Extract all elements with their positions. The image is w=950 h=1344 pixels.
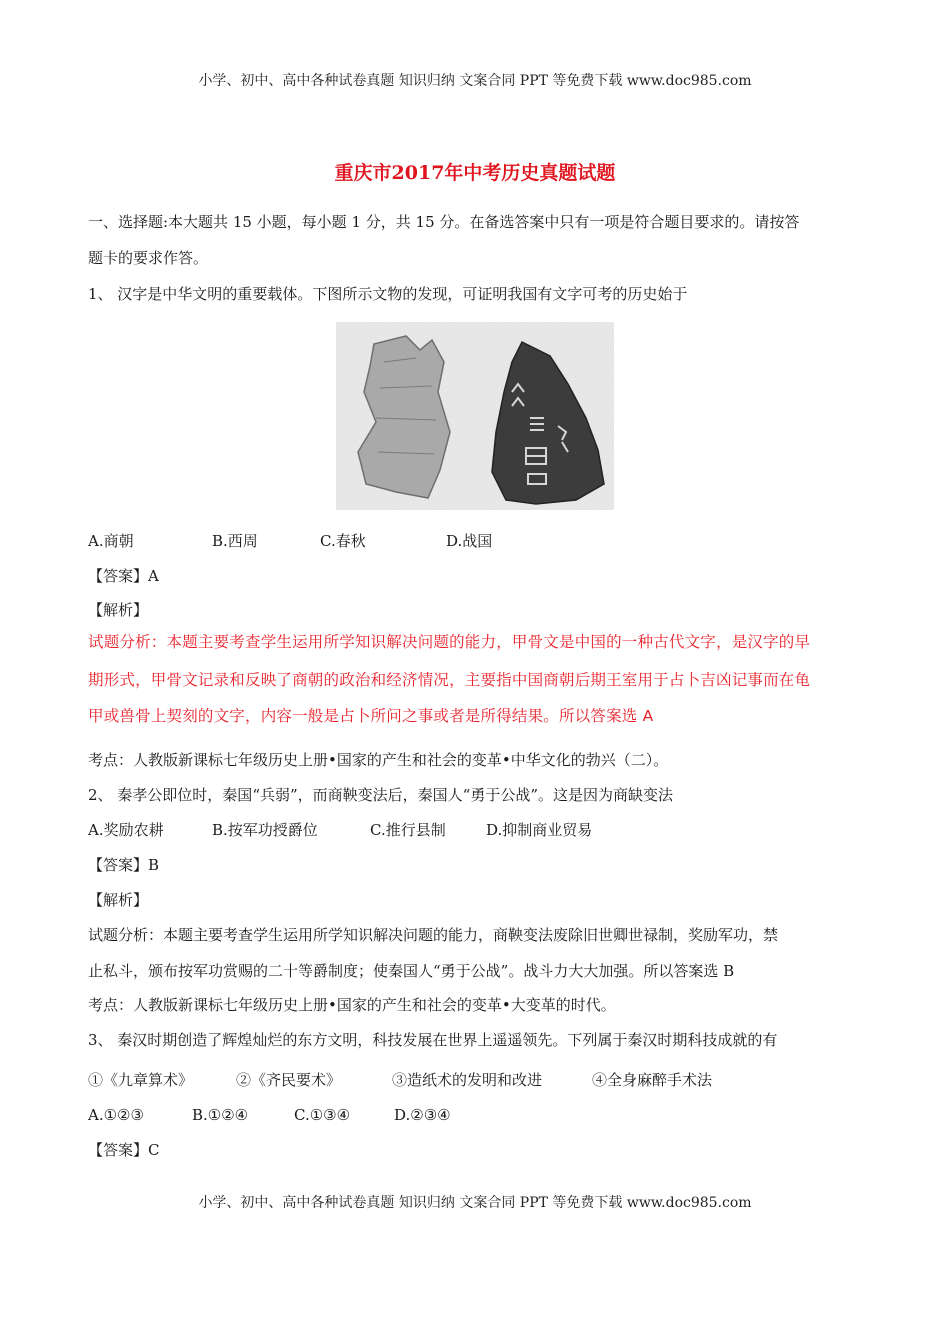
page-footer: 小学、初中、高中各种试卷真题 知识归纳 文案合同 PPT 等免费下载 www.doc985.com [198,1195,752,1211]
q2-option-a[interactable]: A.奖励农耕 [88,821,164,839]
q1-answer: 【答案】A [88,567,159,585]
q3-item-1: ①《九章算术》 [88,1071,194,1089]
q3-option-d[interactable]: D.②③④ [394,1106,451,1124]
q3-item-4: ④全身麻醉手术法 [592,1071,713,1089]
q3-option-c[interactable]: C.①③④ [294,1106,351,1124]
q1-option-c[interactable]: C.春秋 [320,532,366,550]
page-title: 重庆市2017年中考历史真题试题 [334,162,616,184]
q1-analysis-line-2: 期形式，甲骨文记录和反映了商朝的政治和经济情况，主要指中国商朝后期王室用于占卜吉凶记事而在龟 [88,671,811,689]
q1-options [88,531,492,551]
q1-analysis-line-1: 试题分析：本题主要考查学生运用所学知识解决问题的能力，甲骨文是中国的一种古代文字，是汉字的早 [88,633,811,651]
q3-option-a[interactable]: A.①②③ [88,1106,144,1124]
q2-option-b[interactable]: B.按军功授爵位 [212,821,318,839]
oracle-bone-image [336,322,614,510]
q3-item-3: ③造纸术的发明和改进 [392,1071,543,1089]
q2-option-d[interactable]: D.抑制商业贸易 [486,821,593,839]
section-intro-line-2: 题卡的要求作答。 [88,249,209,267]
q2-point: 考点：人教版新课标七年级历史上册•国家的产生和社会的变革•大变革的时代。 [88,996,616,1014]
q2-option-c[interactable]: C.推行县制 [370,821,446,839]
q2-analysis-line-2: 止私斗，颁布按军功赏赐的二十等爵制度；使秦国人“勇于公战”。战斗力大大加强。所以答案选 B [88,962,735,980]
page-header: 小学、初中、高中各种试卷真题 知识归纳 文案合同 PPT 等免费下载 www.doc985.com [198,73,752,89]
q2-analysis-label: 【解析】 [88,891,149,909]
q3-option-b[interactable]: B.①②④ [192,1106,249,1124]
q1-analysis-line-3: 甲或兽骨上契刻的文字，内容一般是占卜所问之事或者是所得结果。所以答案选 A [88,707,654,725]
q1-point: 考点：人教版新课标七年级历史上册•国家的产生和社会的变革•中华文化的勃兴（二）。 [88,751,669,769]
q3-items [88,1070,712,1090]
q3-answer: 【答案】C [88,1141,160,1159]
q1-analysis-label: 【解析】 [88,601,149,619]
q2-answer: 【答案】B [88,856,160,874]
section-intro-line-1: 一、选择题:本大题共 15 小题，每小题 1 分，共 15 分。在备选答案中只有一项是符合题目要求的。请按答 [88,213,800,231]
q2-analysis-line-1: 试题分析：本题主要考查学生运用所学知识解决问题的能力，商鞅变法废除旧世卿世禄制，奖励军功，禁 [88,926,779,944]
q3-options [88,1105,451,1125]
q1-stem: 1、 汉字是中华文明的重要载体。下图所示文物的发现，可证明我国有文字可考的历史始于 [88,285,688,303]
q1-option-b[interactable]: B.西周 [212,532,258,550]
q2-options [88,820,592,840]
q1-option-d[interactable]: D.战国 [446,532,493,550]
q3-stem: 3、 秦汉时期创造了辉煌灿烂的东方文明，科技发展在世界上遥遥领先。下列属于秦汉时期科技成就的有 [88,1031,778,1049]
q2-stem: 2、 秦孝公即位时，秦国“兵弱”，而商鞅变法后，秦国人“勇于公战”。这是因为商缺变法 [88,786,673,804]
q1-option-a[interactable]: A.商朝 [88,532,134,550]
q3-item-2: ②《齐民要术》 [236,1071,342,1089]
